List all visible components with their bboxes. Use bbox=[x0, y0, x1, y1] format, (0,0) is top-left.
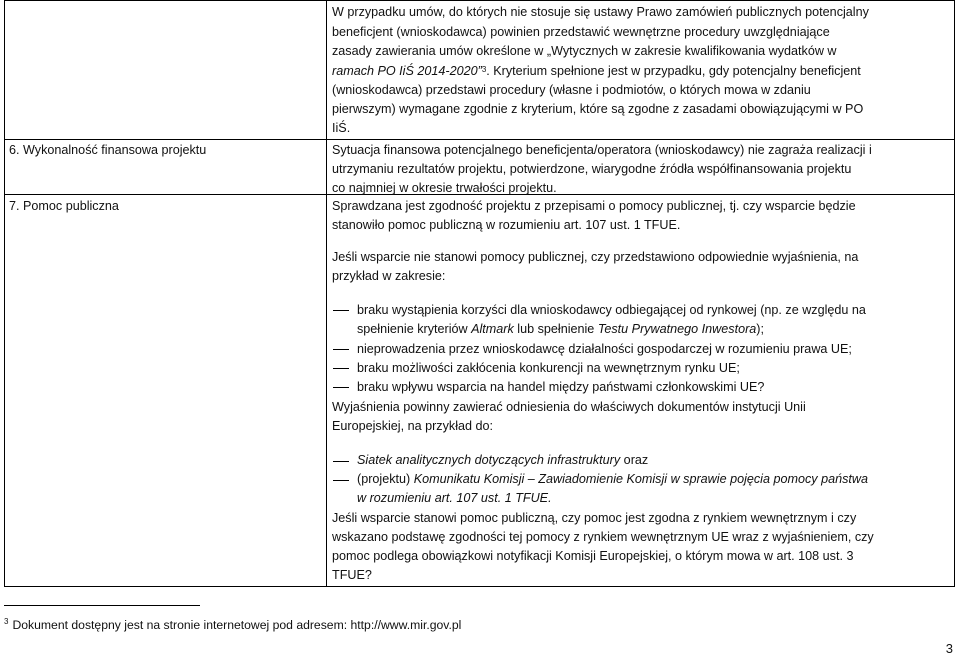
text-line: zasady zawierania umów określone w „Wytycznych w zakresie kwalifikowania wydatków w bbox=[332, 44, 837, 58]
list-item-continued: spełnienie kryteriów Altmark lub spełnienie Testu Prywatnego Inwestora); bbox=[357, 322, 764, 336]
text-line: Wyjaśnienia powinny zawierać odniesienia do właściwych dokumentów instytucji Unii bbox=[332, 400, 806, 414]
text-line: co najmniej w okresie trwałości projektu. bbox=[332, 181, 557, 195]
table-divider-col bbox=[326, 0, 327, 587]
text-line: Jeśli wsparcie stanowi pomoc publiczną, czy pomoc jest zgodna z rynkiem wewnętrznym i czy bbox=[332, 511, 857, 525]
bullet-dash bbox=[333, 349, 349, 350]
text-line: Sprawdzana jest zgodność projektu z przepisami o pomocy publicznej, tj. czy wsparcie będzie bbox=[332, 199, 856, 213]
criterion-label-6: 6. Wykonalność finansowa projektu bbox=[9, 143, 207, 157]
list-item: braku wpływu wsparcia na handel między państwami członkowskimi UE? bbox=[357, 380, 765, 394]
table-row-line-6 bbox=[4, 139, 955, 140]
footnote bbox=[4, 616, 461, 634]
table-border-right bbox=[954, 0, 955, 587]
footnote-number: 3 bbox=[4, 617, 9, 626]
list-item: Siatek analitycznych dotyczących infrastruktury oraz bbox=[357, 453, 649, 467]
table-border-left bbox=[4, 0, 5, 587]
text-line: przykład w zakresie: bbox=[332, 269, 446, 283]
bullet-dash bbox=[333, 310, 349, 311]
text-line: ramach PO IiŚ 2014-2020”$^3$. Kryterium spełnione jest w przypadku, gdy potencjalny beneficjent bbox=[332, 64, 861, 78]
list-item: braku możliwości zakłócenia konkurencji na wewnętrznym rynku UE; bbox=[357, 361, 740, 375]
table-border-top bbox=[4, 0, 955, 1]
criterion-label-7: 7. Pomoc publiczna bbox=[9, 199, 119, 213]
list-item-continued: w rozumieniu art. 107 ust. 1 TFUE. bbox=[357, 491, 552, 505]
page-number: 3 bbox=[945, 641, 953, 656]
text-line: (wnioskodawca) przedstawi procedury (własne i podmiotów, o których mowa w zdaniu bbox=[332, 83, 811, 97]
text-line: pomoc podlega obowiązkowi notyfikacji Komisji Europejskiej, o którym mowa w art. 108 ust. 3 bbox=[332, 549, 854, 563]
text-line: W przypadku umów, do których nie stosuje się ustawy Prawo zamówień publicznych potencjalny bbox=[332, 5, 869, 19]
table-border-bottom bbox=[4, 586, 955, 587]
text-line: pierwszym) wymagane zgodnie z kryterium, które są zgodne z zasadami obowiązującymi w PO bbox=[332, 102, 864, 116]
text-line: utrzymaniu rezultatów projektu, potwierdzone, wiarygodne źródła współfinansowania projektu bbox=[332, 162, 852, 176]
list-item: braku wystąpienia korzyści dla wnioskodawcy odbiegającej od rynkowej (np. ze względu na bbox=[357, 303, 866, 317]
bullet-dash bbox=[333, 461, 349, 462]
text-line: beneficjent (wnioskodawca) powinien przedstawić wewnętrzne procedury uwzględniające bbox=[332, 25, 830, 39]
text-line: Jeśli wsparcie nie stanowi pomocy publicznej, czy przedstawiono odpowiednie wyjaśnienia, na bbox=[332, 250, 859, 264]
list-item: (projektu) Komunikatu Komisji – Zawiadomienie Komisji w sprawie pojęcia pomocy państwa bbox=[357, 472, 868, 486]
text-line: wskazano podstawę zgodności tej pomocy z rynkiem wewnętrznym UE wraz z wyjaśnieniem, czy bbox=[332, 530, 874, 544]
text-line: TFUE? bbox=[332, 568, 372, 582]
bullet-dash bbox=[333, 368, 349, 369]
footnote-separator bbox=[4, 605, 200, 606]
text-line: stanowiło pomoc publiczną w rozumieniu art. 107 ust. 1 TFUE. bbox=[332, 218, 681, 232]
text-line: IiŚ. bbox=[332, 121, 351, 135]
footnote-reference: 3 bbox=[481, 65, 487, 74]
bullet-dash bbox=[333, 387, 349, 388]
list-item: nieprowadzenia przez wnioskodawcę działalności gospodarczej w rozumieniu prawa UE; bbox=[357, 342, 852, 356]
text-line: Europejskiej, na przykład do: bbox=[332, 419, 494, 433]
text-line: Sytuacja finansowa potencjalnego beneficjenta/operatora (wnioskodawcy) nie zagraża realizacji i bbox=[332, 143, 872, 157]
footnote-text: Dokument dostępny jest na stronie internetowej pod adresem: http://www.mir.gov.pl bbox=[12, 618, 462, 632]
bullet-dash bbox=[333, 480, 349, 481]
